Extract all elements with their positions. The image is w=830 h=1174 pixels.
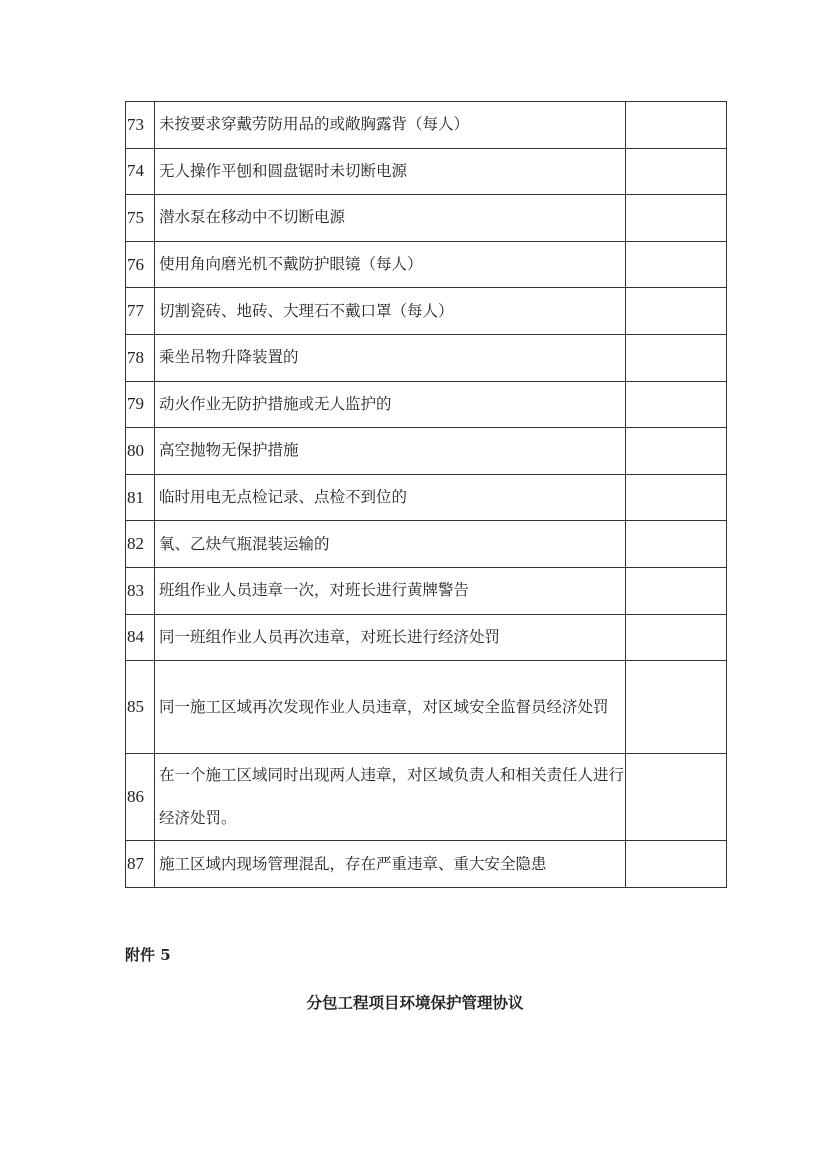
row-description: 同一施工区域再次发现作业人员违章，对区域安全监督员经济处罚 [155,661,626,754]
row-blank-cell [626,102,727,149]
row-blank-cell [626,521,727,568]
row-number: 85 [126,661,155,754]
row-description: 施工区域内现场管理混乱，存在严重违章、重大安全隐患 [155,841,626,888]
table-row [126,148,727,195]
table-row [126,195,727,242]
row-number: 77 [126,288,155,335]
table-row [126,241,727,288]
attachment-label: 附件 5 [125,946,171,964]
row-number: 84 [126,614,155,661]
row-description: 潜水泵在移动中不切断电源 [155,195,626,242]
row-description: 高空抛物无保护措施 [155,428,626,475]
violations-table [125,101,727,888]
table-row [126,521,727,568]
section-title: 分包工程项目环境保护管理协议 [306,993,524,1012]
row-blank-cell [626,241,727,288]
row-description: 在一个施工区域同时出现两人违章，对区域负责人和相关责任人进行经济处罚。 [155,754,626,841]
row-blank-cell [626,288,727,335]
row-number: 82 [126,521,155,568]
row-number: 83 [126,567,155,614]
row-description: 氧、乙炔气瓶混装运输的 [155,521,626,568]
row-blank-cell [626,474,727,521]
row-number: 73 [126,102,155,149]
row-blank-cell [626,661,727,754]
table-row [126,474,727,521]
row-description: 动火作业无防护措施或无人监护的 [155,381,626,428]
row-blank-cell [626,334,727,381]
row-description: 乘坐吊物升降装置的 [155,334,626,381]
table-row [126,754,727,841]
row-description: 临时用电无点检记录、点检不到位的 [155,474,626,521]
row-number: 75 [126,195,155,242]
row-description: 无人操作平刨和圆盘锯时未切断电源 [155,148,626,195]
row-blank-cell [626,195,727,242]
table-row [126,381,727,428]
row-number: 87 [126,841,155,888]
row-description: 未按要求穿戴劳防用品的或敞胸露背（每人） [155,102,626,149]
row-blank-cell [626,841,727,888]
table-row [126,614,727,661]
table-row [126,102,727,149]
table-row [126,841,727,888]
row-number: 76 [126,241,155,288]
table-row [126,661,727,754]
table-row [126,288,727,335]
row-blank-cell [626,614,727,661]
row-description: 同一班组作业人员再次违章，对班长进行经济处罚 [155,614,626,661]
row-blank-cell [626,381,727,428]
row-number: 78 [126,334,155,381]
row-blank-cell [626,567,727,614]
row-description: 切割瓷砖、地砖、大理石不戴口罩（每人） [155,288,626,335]
row-number: 86 [126,754,155,841]
table-row [126,428,727,475]
row-blank-cell [626,428,727,475]
row-number: 80 [126,428,155,475]
row-number: 74 [126,148,155,195]
row-blank-cell [626,148,727,195]
row-description: 班组作业人员违章一次，对班长进行黄牌警告 [155,567,626,614]
row-number: 81 [126,474,155,521]
table-row [126,567,727,614]
table-row [126,334,727,381]
row-number: 79 [126,381,155,428]
row-description: 使用角向磨光机不戴防护眼镜（每人） [155,241,626,288]
row-blank-cell [626,754,727,841]
